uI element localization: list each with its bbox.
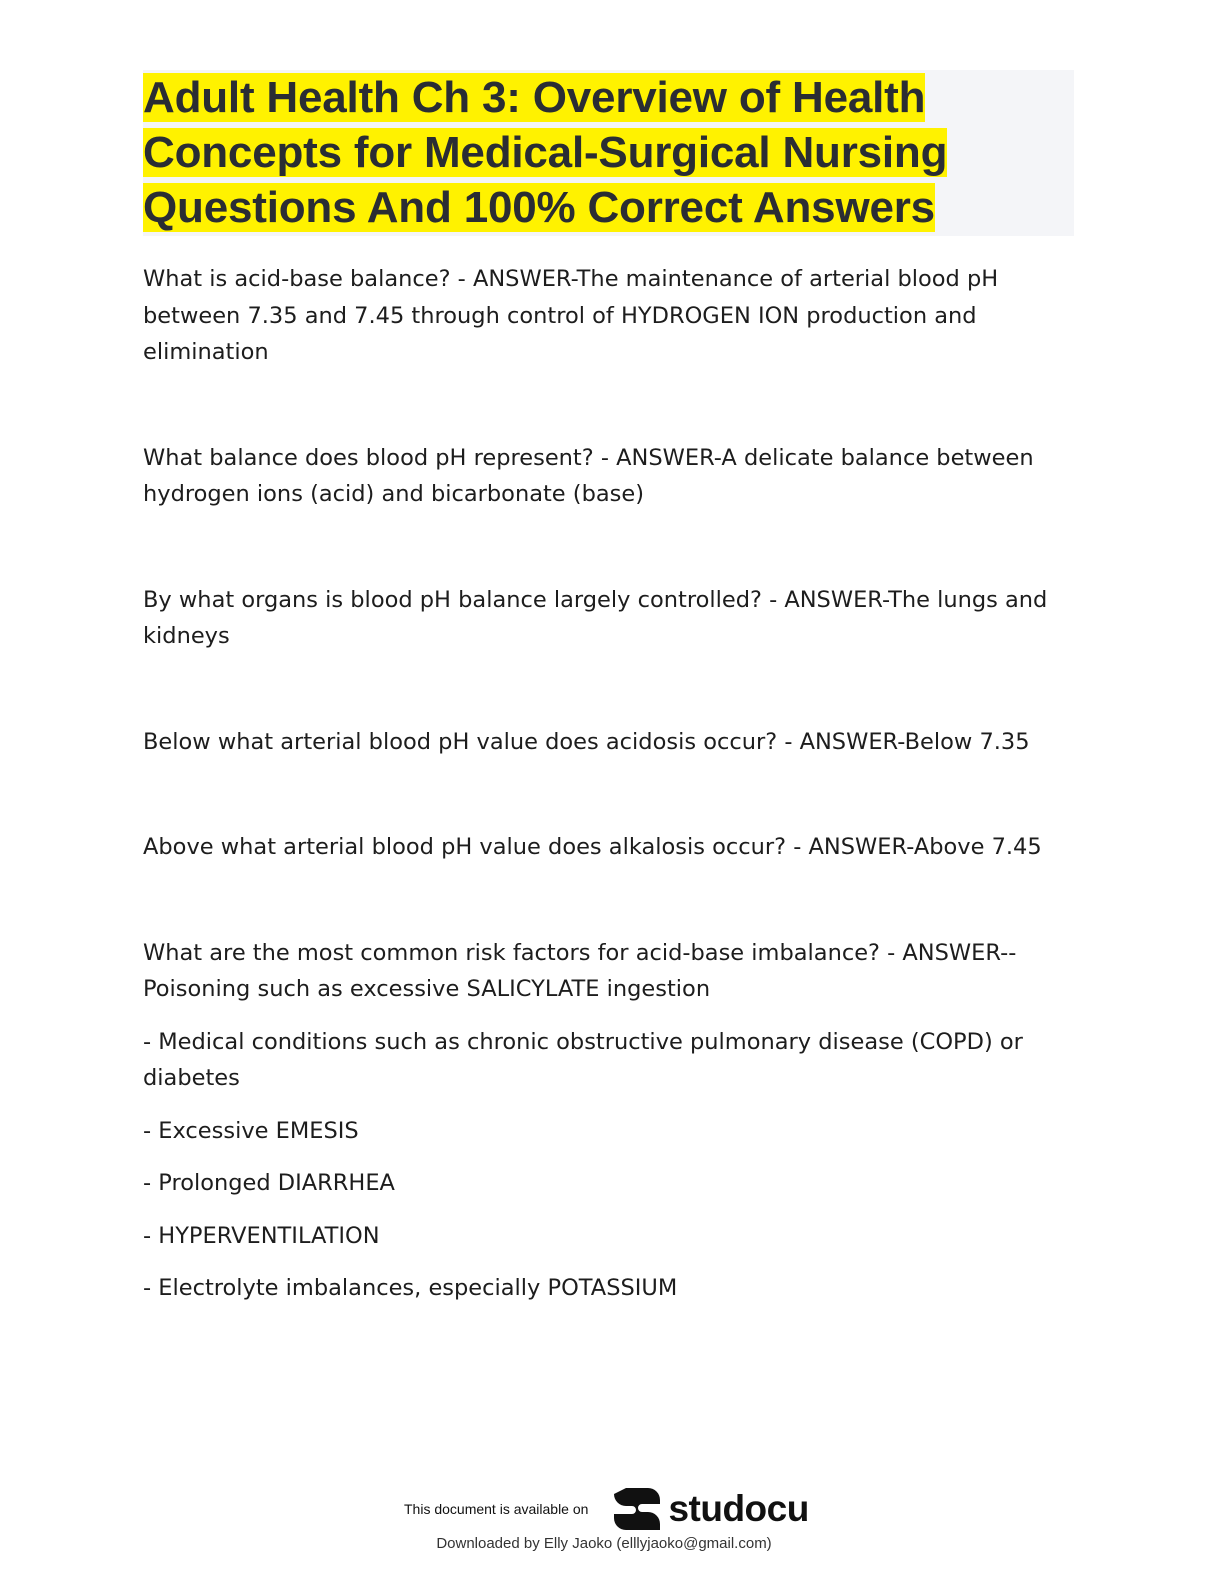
availability-text: This document is available on (404, 1501, 589, 1517)
download-attribution (0, 1535, 1224, 1552)
risk-factor-item: - Electrolyte imbalances, especially POTASSIUM (143, 1275, 678, 1301)
document-title-text: Adult Health Ch 3: Overview of Health Concepts for Medical-Surgical Nursing Questions And 100% Correct Answers (143, 73, 948, 232)
studocu-logo-text: studocu (668, 1488, 809, 1529)
risk-factor-item: - Medical conditions such as chronic obstructive pulmonary disease (COPD) or diabetes (143, 1028, 1023, 1091)
document-title (143, 70, 1074, 235)
risk-factor-item: - HYPERVENTILATION (143, 1222, 380, 1249)
qa-item: What balance does blood pH represent? - ANSWER-A delicate balance between hydrogen ions (acid) and bicarbonate (base) (143, 444, 1034, 507)
qa-item: Below what arterial blood pH value does acidosis occur? - ANSWER-Below 7.35 (143, 728, 1030, 755)
qa-item: What is acid-base balance? - ANSWER-The maintenance of arterial blood pH between 7.35 and 7.45 through control of HYDROGEN ION production and elimination (143, 266, 999, 365)
document-body (143, 261, 1063, 1307)
footer-availability (404, 1484, 809, 1534)
title-block (143, 70, 1074, 236)
studocu-logo-icon (612, 1486, 662, 1532)
downloaded-by-text: Downloaded by Elly Jaoko (elllyjaoko@gmail.com) (436, 1535, 772, 1552)
risk-factor-item: - Prolonged DIARRHEA (143, 1170, 395, 1196)
qa-item: What are the most common risk factors for acid-base imbalance? - ANSWER-- Poisoning such as excessive SALICYLATE ingestion (143, 939, 1017, 1002)
qa-item: Above what arterial blood pH value does alkalosis occur? - ANSWER-Above 7.45 (143, 834, 1042, 860)
studocu-logo-link[interactable] (612, 1486, 808, 1532)
qa-item: By what organs is blood pH balance largely controlled? - ANSWER-The lungs and kidneys (143, 586, 1048, 649)
risk-factor-item: - Excessive EMESIS (143, 1117, 359, 1144)
